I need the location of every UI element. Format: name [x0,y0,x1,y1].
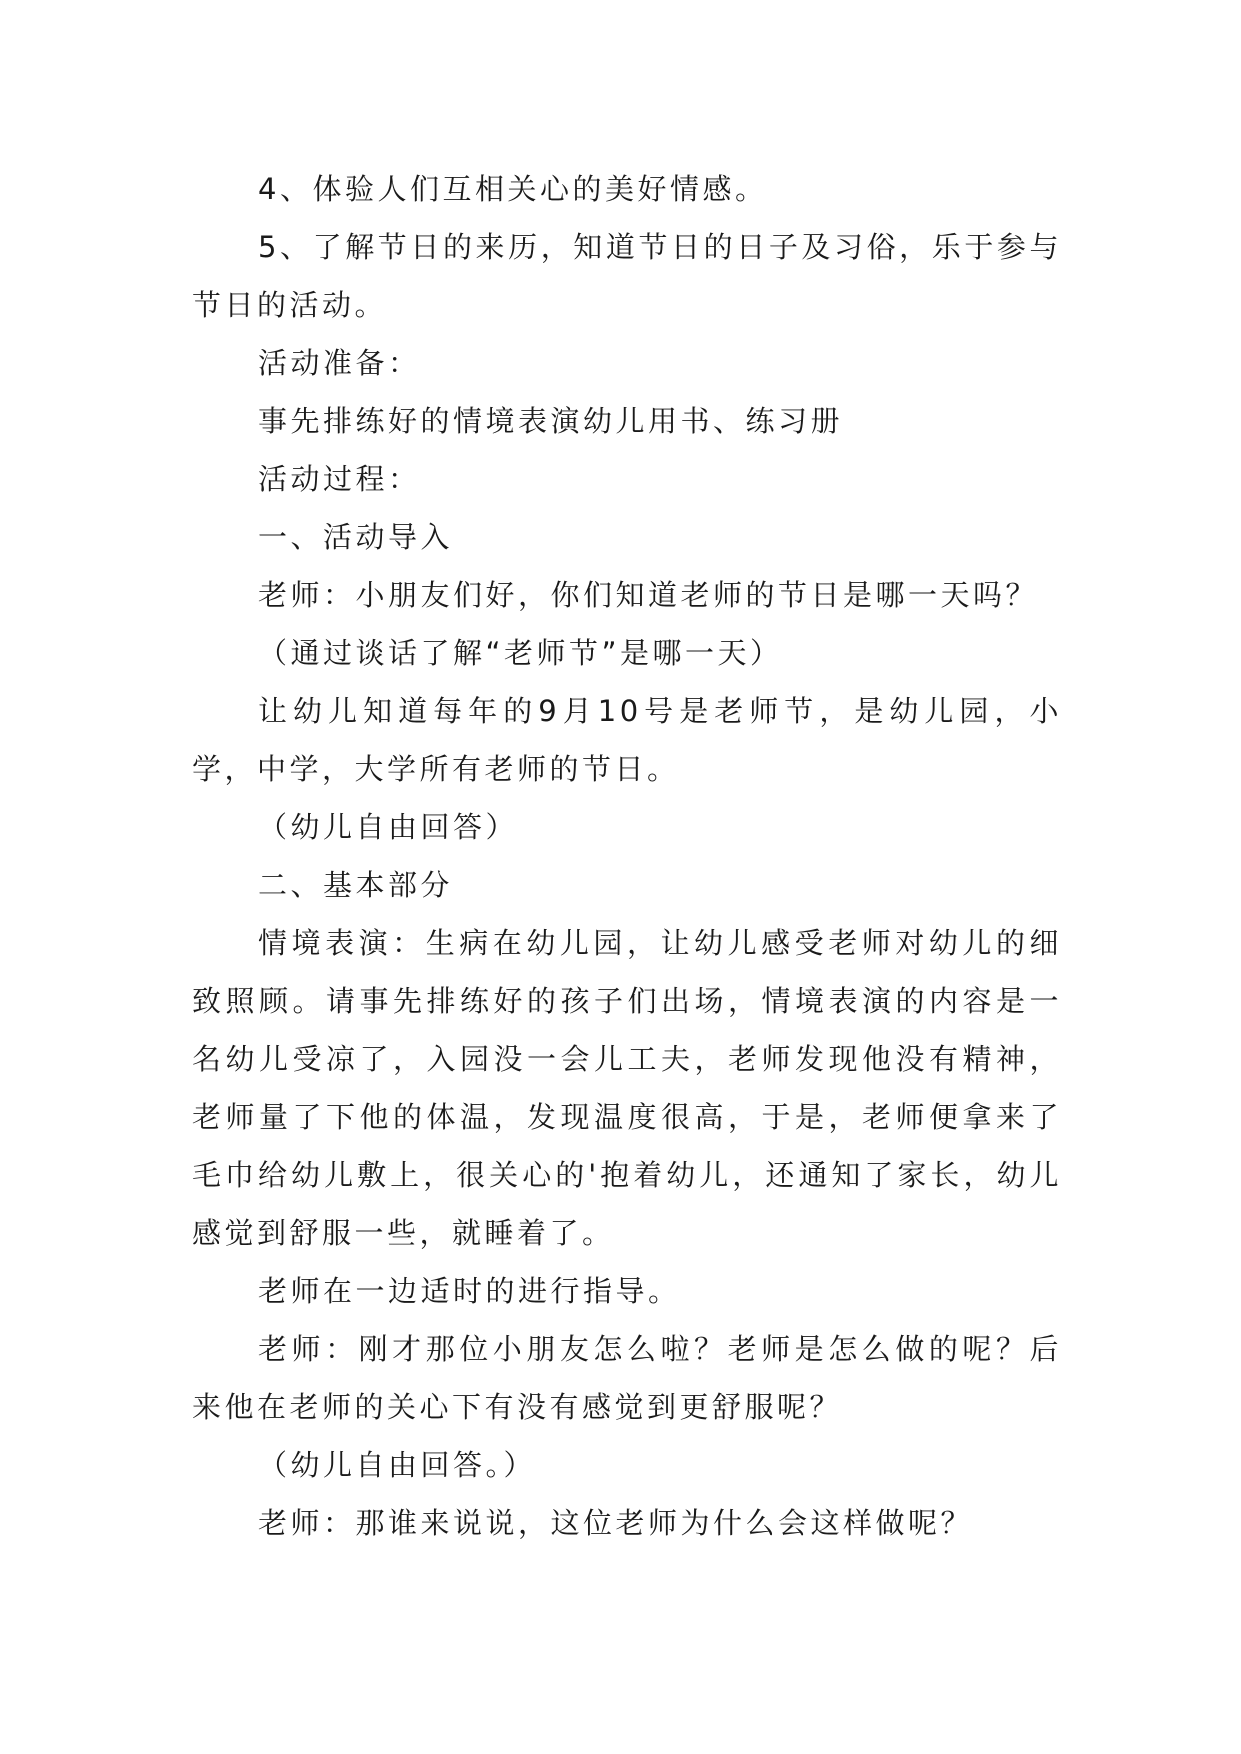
paragraph-goal-5: 5、了解节日的来历，知道节日的日子及习俗，乐于参与节日的活动。 [192,230,1062,322]
document-body [192,160,1062,1552]
paragraph-teacher-why: 老师：那谁来说说，这位老师为什么会这样做呢？ [258,1506,974,1540]
paragraph-teacher-question: 老师：小朋友们好，你们知道老师的节日是哪一天吗？ [258,578,1039,612]
paragraph-free-answer-2: （幼儿自由回答。） [258,1448,537,1482]
paragraph-role-play: 情境表演：生病在幼儿园，让幼儿感受老师对幼儿的细致照顾。请事先排练好的孩子们出场，情境表演的内容是一名幼儿受凉了，入园没一会儿工夫，老师发现他没有精神，老师量了下他的体温，发现温度很高，于是，老师便拿来了毛巾给幼儿敷上，很关心的'抱着幼儿，还通知了家长，幼儿感觉到舒服一些，就睡着了。 [192,926,1062,1250]
paragraph-teachers-day: 让幼儿知道每年的9月10号是老师节，是幼儿园，小学，中学，大学所有老师的节日。 [192,694,1062,786]
paragraph-goal-4: 4、体验人们互相关心的美好情感。 [258,172,768,206]
heading-process: 活动过程： [258,462,421,496]
paragraph-materials: 事先排练好的情境表演幼儿用书、练习册 [258,404,844,438]
paragraph-teacher-followup: 老师：刚才那位小朋友怎么啦？老师是怎么做的呢？后来他在老师的关心下有没有感觉到更舒服呢？ [192,1332,1062,1424]
paragraph-guidance: 老师在一边适时的进行指导。 [258,1274,681,1308]
paragraph-free-answer: （幼儿自由回答） [258,810,519,844]
heading-introduction: 一、活动导入 [258,520,454,554]
heading-preparation: 活动准备： [258,346,421,380]
paragraph-discussion-note: （通过谈话了解“老师节”是哪一天） [258,636,783,670]
heading-main-part: 二、基本部分 [258,868,454,902]
